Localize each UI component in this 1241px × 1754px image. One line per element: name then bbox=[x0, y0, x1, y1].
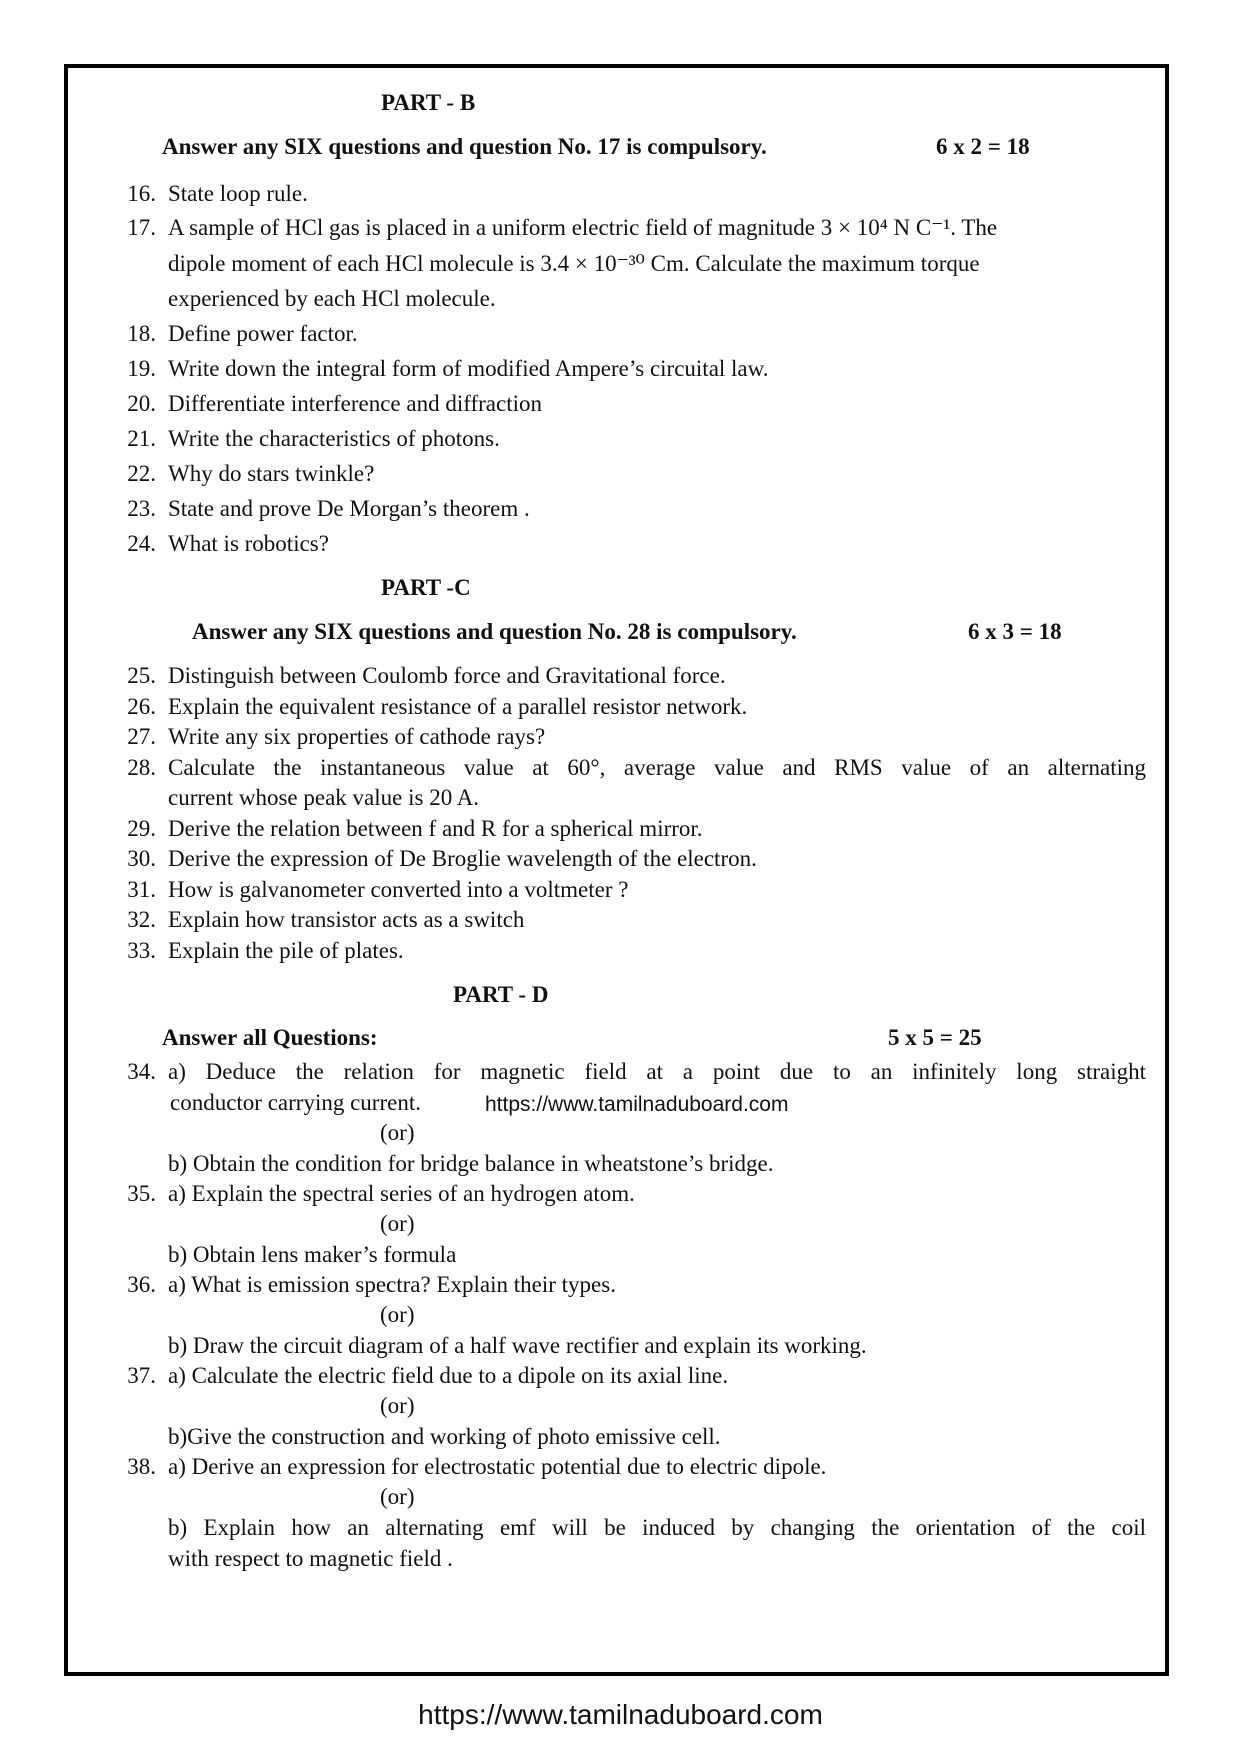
question-number: 21. bbox=[127, 426, 156, 451]
question-text: with respect to magnetic field . bbox=[168, 1546, 453, 1571]
question-text: Calculate the instantaneous value at 60°, average value and RMS value of an alternating bbox=[168, 755, 1146, 780]
question-text: a) Deduce the relation for magnetic field at a point due to an infinitely long straight bbox=[168, 1059, 1146, 1084]
question-number: 27. bbox=[127, 724, 156, 749]
question-number: 37. bbox=[127, 1363, 156, 1388]
question-number: 32. bbox=[127, 907, 156, 932]
part-d-heading: PART - D bbox=[453, 982, 549, 1007]
question-text: a) Derive an expression for electrostatic potential due to electric dipole. bbox=[168, 1454, 827, 1479]
question-number: 29. bbox=[127, 816, 156, 841]
question-text: a) Explain the spectral series of an hydrogen atom. bbox=[168, 1181, 635, 1206]
question-number: 35. bbox=[127, 1181, 156, 1206]
question-text: Why do stars twinkle? bbox=[168, 461, 375, 486]
part-b-instruction: Answer any SIX questions and question No. 17 is compulsory. bbox=[162, 134, 767, 159]
question-text: How is galvanometer converted into a voltmeter ? bbox=[168, 877, 629, 902]
or-separator: (or) bbox=[380, 1211, 415, 1236]
question-text: Explain the pile of plates. bbox=[168, 938, 404, 963]
question-text: b)Give the construction and working of photo emissive cell. bbox=[168, 1424, 721, 1449]
question-text: Write any six properties of cathode rays? bbox=[168, 724, 546, 749]
question-text: A sample of HCl gas is placed in a uniform electric field of magnitude 3 × 10⁴ N C⁻¹. The bbox=[168, 215, 998, 240]
question-number: 16. bbox=[127, 181, 156, 206]
question-number: 30. bbox=[127, 846, 156, 871]
question-number: 20. bbox=[127, 391, 156, 416]
or-separator: (or) bbox=[380, 1484, 415, 1509]
question-number: 38. bbox=[127, 1454, 156, 1479]
question-number: 36. bbox=[127, 1272, 156, 1297]
question-text: b) Obtain lens maker’s formula bbox=[168, 1242, 457, 1267]
question-text: Distinguish between Coulomb force and Gravitational force. bbox=[168, 663, 726, 688]
question-text: State and prove De Morgan’s theorem . bbox=[168, 496, 530, 521]
question-number: 18. bbox=[127, 321, 156, 346]
question-text: Differentiate interference and diffraction bbox=[168, 391, 542, 416]
part-c-instruction: Answer any SIX questions and question No. 28 is compulsory. bbox=[192, 619, 797, 644]
part-c-marks: 6 x 3 = 18 bbox=[968, 619, 1062, 644]
question-number: 34. bbox=[127, 1059, 156, 1084]
question-text: Define power factor. bbox=[168, 321, 358, 346]
question-number: 17. bbox=[127, 215, 156, 240]
question-text: Write down the integral form of modified Ampere’s circuital law. bbox=[168, 356, 769, 381]
part-b-marks: 6 x 2 = 18 bbox=[936, 134, 1030, 159]
question-text: Write the characteristics of photons. bbox=[168, 426, 500, 451]
part-c-heading: PART -C bbox=[381, 575, 471, 600]
question-text: conductor carrying current. bbox=[170, 1090, 421, 1115]
question-number: 26. bbox=[127, 694, 156, 719]
question-text: Explain how transistor acts as a switch bbox=[168, 907, 525, 932]
question-number: 24. bbox=[127, 531, 156, 556]
footer-url: https://www.tamilnaduboard.com bbox=[418, 1699, 823, 1730]
part-d-instruction: Answer all Questions: bbox=[162, 1025, 378, 1050]
question-number: 33. bbox=[127, 938, 156, 963]
question-text: a) Calculate the electric field due to a dipole on its axial line. bbox=[168, 1363, 729, 1388]
question-text: Derive the expression of De Broglie wavelength of the electron. bbox=[168, 846, 757, 871]
question-text: current whose peak value is 20 A. bbox=[168, 785, 480, 810]
or-separator: (or) bbox=[380, 1120, 415, 1145]
question-text: What is robotics? bbox=[168, 531, 329, 556]
question-number: 28. bbox=[127, 755, 156, 780]
or-separator: (or) bbox=[380, 1393, 415, 1418]
question-text: Explain the equivalent resistance of a parallel resistor network. bbox=[168, 694, 748, 719]
question-text: a) What is emission spectra? Explain their types. bbox=[168, 1272, 616, 1297]
question-text: b) Obtain the condition for bridge balance in wheatstone’s bridge. bbox=[168, 1151, 774, 1176]
question-number: 31. bbox=[127, 877, 156, 902]
question-number: 25. bbox=[127, 663, 156, 688]
part-d-marks: 5 x 5 = 25 bbox=[888, 1025, 982, 1050]
question-number: 22. bbox=[127, 461, 156, 486]
question-text: Derive the relation between f and R for a spherical mirror. bbox=[168, 816, 703, 841]
watermark-url: https://www.tamilnaduboard.com bbox=[485, 1093, 789, 1116]
question-number: 19. bbox=[127, 356, 156, 381]
question-text: dipole moment of each HCl molecule is 3.4 × 10⁻³⁰ Cm. Calculate the maximum torque bbox=[168, 251, 980, 276]
question-text: b) Draw the circuit diagram of a half wave rectifier and explain its working. bbox=[168, 1333, 867, 1358]
question-number: 23. bbox=[127, 496, 156, 521]
or-separator: (or) bbox=[380, 1302, 415, 1327]
question-text: b) Explain how an alternating emf will be induced by changing the orientation of the coil bbox=[168, 1515, 1146, 1540]
question-text: State loop rule. bbox=[168, 181, 308, 206]
part-b-heading: PART - B bbox=[381, 90, 476, 115]
question-text: experienced by each HCl molecule. bbox=[168, 286, 496, 311]
